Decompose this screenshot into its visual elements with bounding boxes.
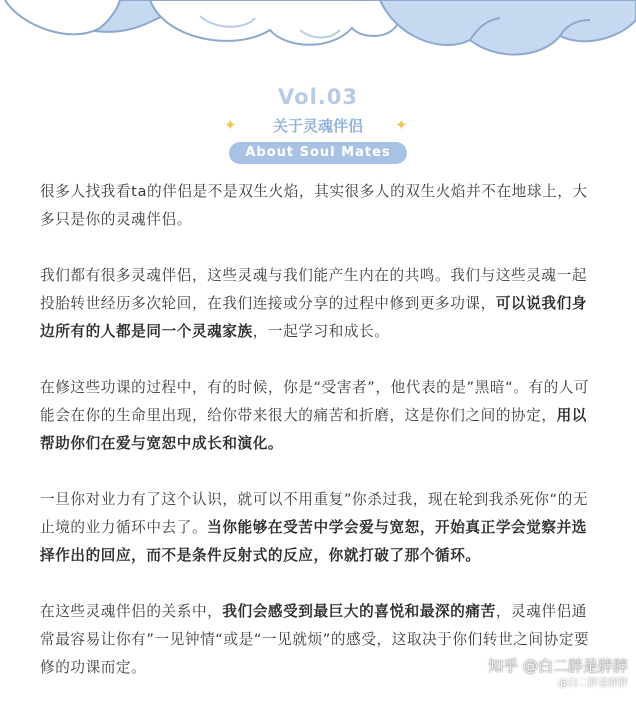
emphasis-text: 当你能够在受苦中学会爱与宽恕，开始真正学会觉察并选择作出的回应，而不是条件反射式的反应，你就打破了那个循环。	[40, 519, 587, 564]
body-text: 在修这些功课的过程中，有的时候，你是“受害者”，他代表的是”黑暗“。有的人可能会在你的生命里出现，给你带来很大的痛苦和折磨，这是你们之间的协定，	[40, 379, 590, 424]
body-text: ，一起学习和成长。	[252, 323, 390, 340]
body-text: ，灵魂伴侣通常最容易让你有”一见钟情“或是“一见就烦”的感受，这取决于你们转世之间协定要修的功课而定。	[40, 603, 590, 676]
emphasis-text: 我们会感受到最巨大的喜悦和最深的痛苦	[222, 603, 496, 620]
subtitle-row	[0, 114, 636, 138]
body-text: 一旦你对业力有了这个认识，就可以不用重复”你杀过我，现在轮到我杀死你“的无止境的业力循环中去了。	[40, 491, 589, 536]
body-text: 在这些灵魂伴侣的关系中，	[40, 603, 223, 620]
paragraph	[40, 486, 600, 570]
sparkle-icon: ✦	[395, 116, 408, 134]
article-body	[40, 178, 600, 710]
watermark: 知乎 @白二胖是胖胖	[488, 657, 628, 675]
paragraph	[40, 178, 600, 234]
section-badge: About Soul Mates	[229, 142, 406, 164]
cloud-banner	[0, 0, 636, 70]
body-text: 我们都有很多灵魂伴侣，这些灵魂与我们能产生内在的共鸣。我们与这些灵魂一起投胎转世经历多次轮回，在我们连接或分享的过程中修到更多功课，	[40, 267, 587, 312]
volume-label: Vol.03	[278, 85, 358, 109]
section-header	[0, 84, 636, 164]
watermark-secondary: @白二胖是胖胖	[558, 678, 628, 689]
emphasis-text: 可以说我们身边所有的人都是同一个灵魂家族	[40, 295, 587, 340]
emphasis-text: 用以帮助你们在爱与宽恕中成长和演化。	[40, 407, 587, 452]
paragraph	[40, 374, 600, 458]
section-title: 关于灵魂伴侣	[272, 117, 363, 135]
paragraph	[40, 262, 600, 346]
sparkle-icon: ✦	[224, 116, 237, 134]
body-text: 很多人找我看ta的伴侣是不是双生火焰，其实很多人的双生火焰并不在地球上，大多只是你的灵魂伴侣。	[40, 183, 588, 228]
